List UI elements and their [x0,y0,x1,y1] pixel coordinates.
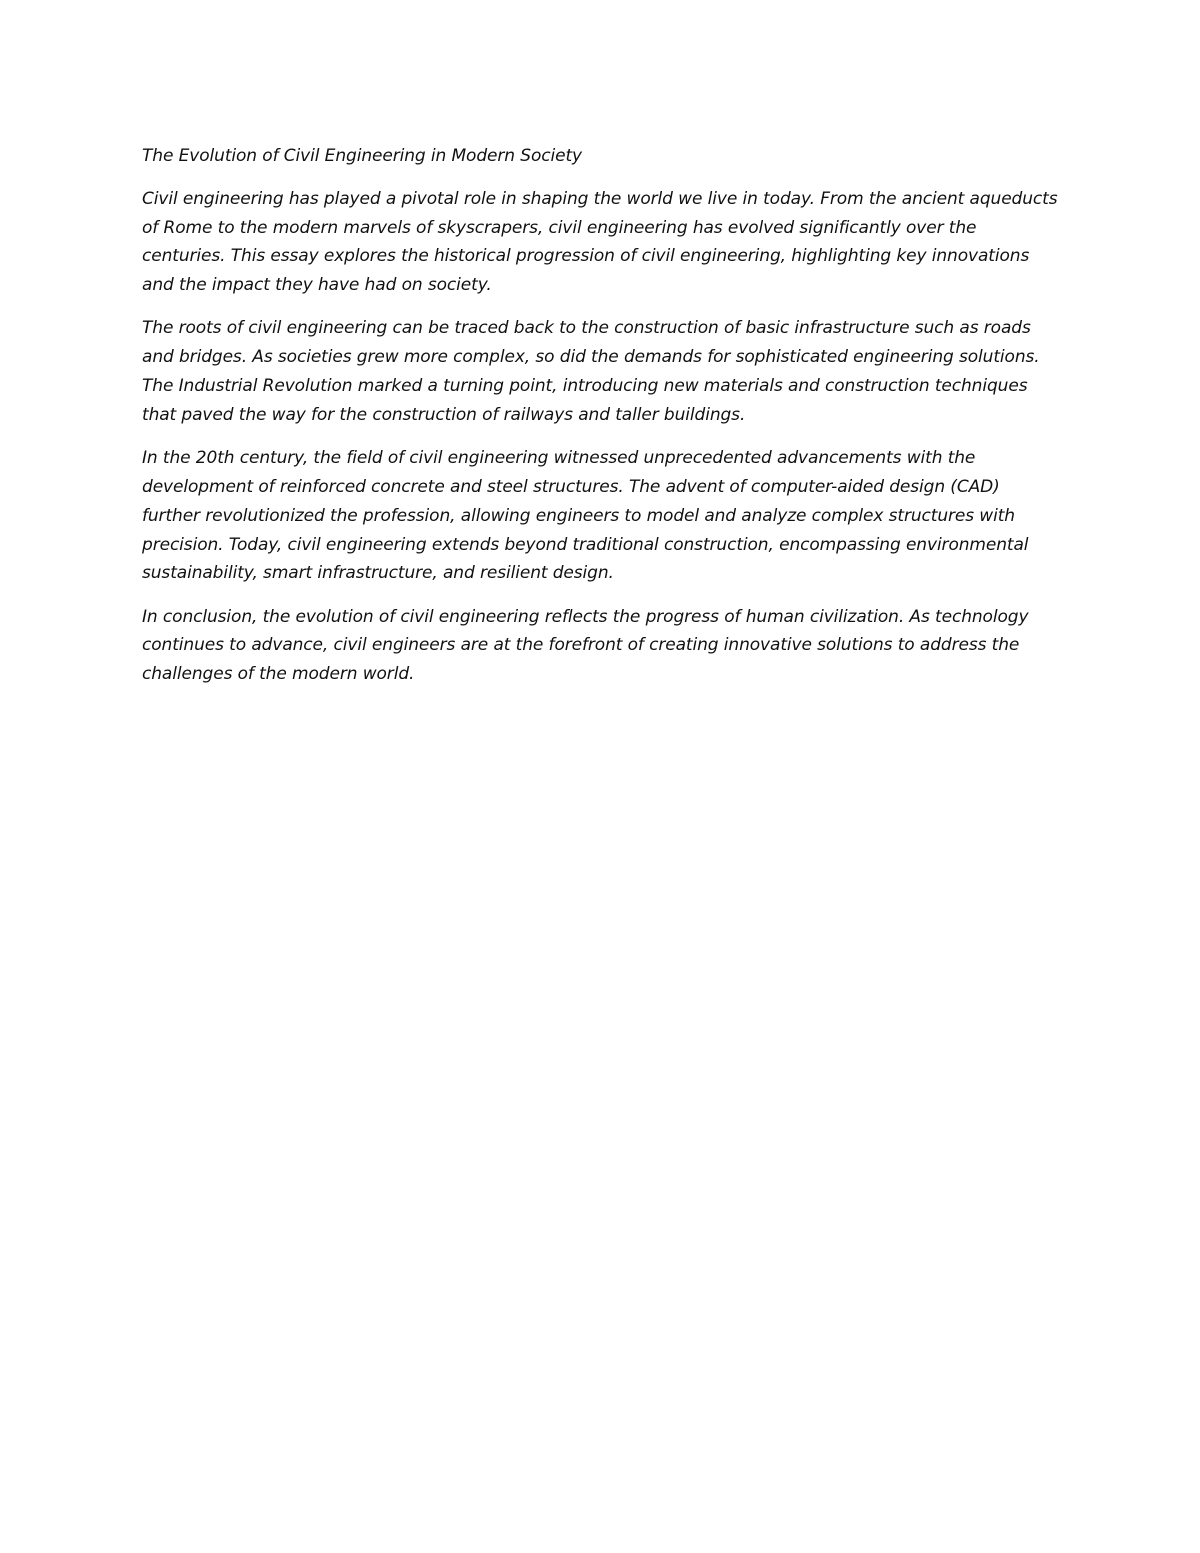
paragraph-intro: Civil engineering has played a pivotal role in shaping the world we live in today. From the ancient aqueducts of Rome to the modern marvels of skyscrapers, civil engineering has evolved significantly over the centuries. This essay explores the historical progression of civil engineering, highlighting key innovations and the impact they have had on society. [142,188,1058,296]
paragraph-roots: The roots of civil engineering can be traced back to the construction of basic infrastructure such as roads and bridges. As societies grew more complex, so did the demands for sophisticated engineering solutions. The Industrial Revolution marked a turning point, introducing new materials and construction techniques that paved the way for the construction of railways and taller buildings. [142,318,1040,425]
paragraph-20th-century: In the 20th century, the field of civil engineering witnessed unprecedented advancements with the development of reinforced concrete and steel structures. The advent of computer-aided design (CAD) further revolutionized the profession, allowing engineers to model and analyze complex structures with precision. Today, civil engineering extends beyond traditional construction, encompassing environmental sustainability, smart infrastructure, and resilient design. [142,448,1029,584]
document-body [142,142,1062,704]
document-title: The Evolution of Civil Engineering in Modern Society [142,146,583,166]
paragraph-conclusion: In conclusion, the evolution of civil engineering reflects the progress of human civilization. As technology continues to advance, civil engineers are at the forefront of creating innovative solutions to address the challenges of the modern world. [142,606,1029,685]
